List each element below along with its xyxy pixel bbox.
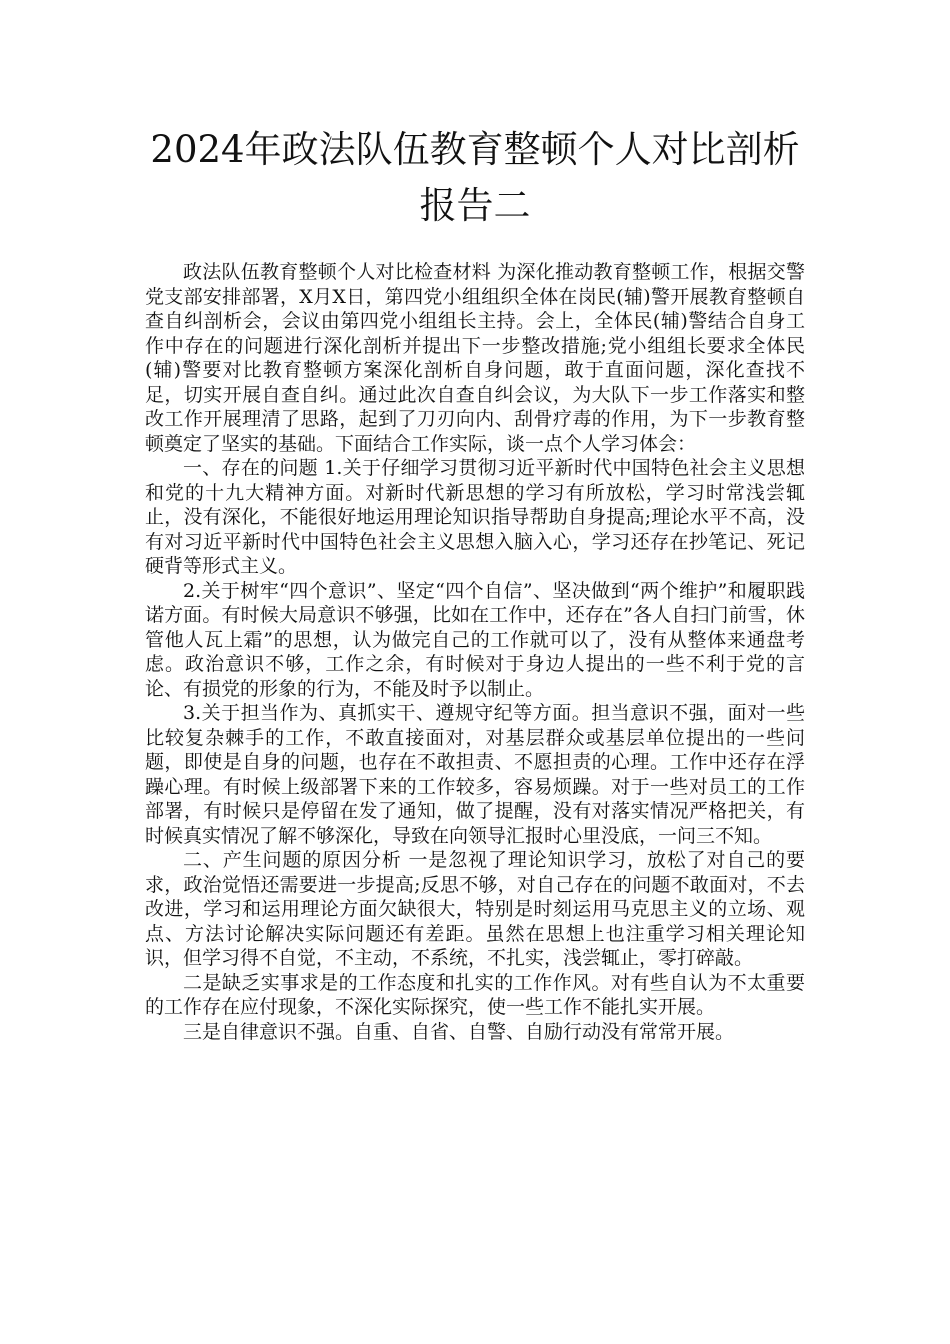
- paragraph-causes-2: 二是缺乏实事求是的工作态度和扎实的工作作风。对有些自认为不太重要的工作存在应付现象，不深化实际探究，使一些工作不能扎实开展。: [145, 971, 805, 1018]
- document-body: [145, 260, 805, 1044]
- paragraph-causes-3: 三是自律意识不强。自重、自省、自警、自励行动没有常常开展。: [183, 1020, 735, 1043]
- document-title: 2024年政法队伍教育整顿个人对比剖析报告二: [150, 128, 800, 227]
- paragraph-causes-1: 二、产生问题的原因分析 一是忽视了理论知识学习，放松了对自己的要求，政治觉悟还需要进一步提高;反思不够，对自己存在的问题不敢面对，不去改进，学习和运用理论方面欠缺很大，特别是时刻运用马克思主义的立场、观点、方法讨论解决实际问题还有差距。虽然在思想上也注重学习相关理论知识，但学习得不自觉，不主动，不系统，不扎实，浅尝辄止，零打碎敲。: [145, 849, 805, 969]
- paragraph-problems-2: 2.关于树牢“四个意识”、坚定“四个自信”、坚决做到“两个维护”和履职践诺方面。有时候大局意识不够强，比如在工作中，还存在”各人自扫门前雪，休管他人瓦上霜”的思想，认为做完自己的工作就可以了，没有从整体来通盘考虑。政治意识不够，工作之余，有时候对于身边人提出的一些不利于党的言论、有损党的形象的行为，不能及时予以制止。: [145, 579, 805, 700]
- paragraph-problems-1: 一、存在的问题 1.关于仔细学习贯彻习近平新时代中国特色社会主义思想和党的十九大精神方面。对新时代新思想的学习有所放松，学习时常浅尝辄止，没有深化，不能很好地运用理论知识指导帮助自身提高;理论水平不高，没有对习近平新时代中国特色社会主义思想入脑入心，学习还存在抄笔记、死记硬背等形式主义。: [145, 457, 805, 577]
- document-page: [145, 122, 805, 1044]
- paragraph-intro: 政法队伍教育整顿个人对比检查材料 为深化推动教育整顿工作，根据交警党支部安排部署，X月X日，第四党小组组织全体在岗民(辅)警开展教育整顿自查自纠剖析会，会议由第四党小组组长主持。会上，全体民(辅)警结合自身工作中存在的问题进行深化剖析并提出下一步整改措施;党小组组长要求全体民(辅)警要对比教育整顿方案深化剖析自身问题，敢于直面问题，深化查找不足，切实开展自查自纠。通过此次自查自纠会议，为大队下一步工作落实和整改工作开展理清了思路，起到了刀刃向内、刮骨疗毒的作用，为下一步教育整顿奠定了坚实的基础。下面结合工作实际，谈一点个人学习体会：: [145, 261, 805, 455]
- paragraph-problems-3: 3.关于担当作为、真抓实干、遵规守纪等方面。担当意识不强，面对一些比较复杂棘手的工作，不敢直接面对，对基层群众或基层单位提出的一些问题，即使是自身的问题，也存在不敢担责、不愿担责的心理。工作中还存在浮躁心理。有时候上级部署下来的工作较多，容易烦躁。对于一些对员工的工作部署，有时候只是停留在发了通知，做了提醒，没有对落实情况严格把关，有时候真实情况了解不够深化，导致在向领导汇报时心里没底，一问三不知。: [145, 702, 805, 847]
